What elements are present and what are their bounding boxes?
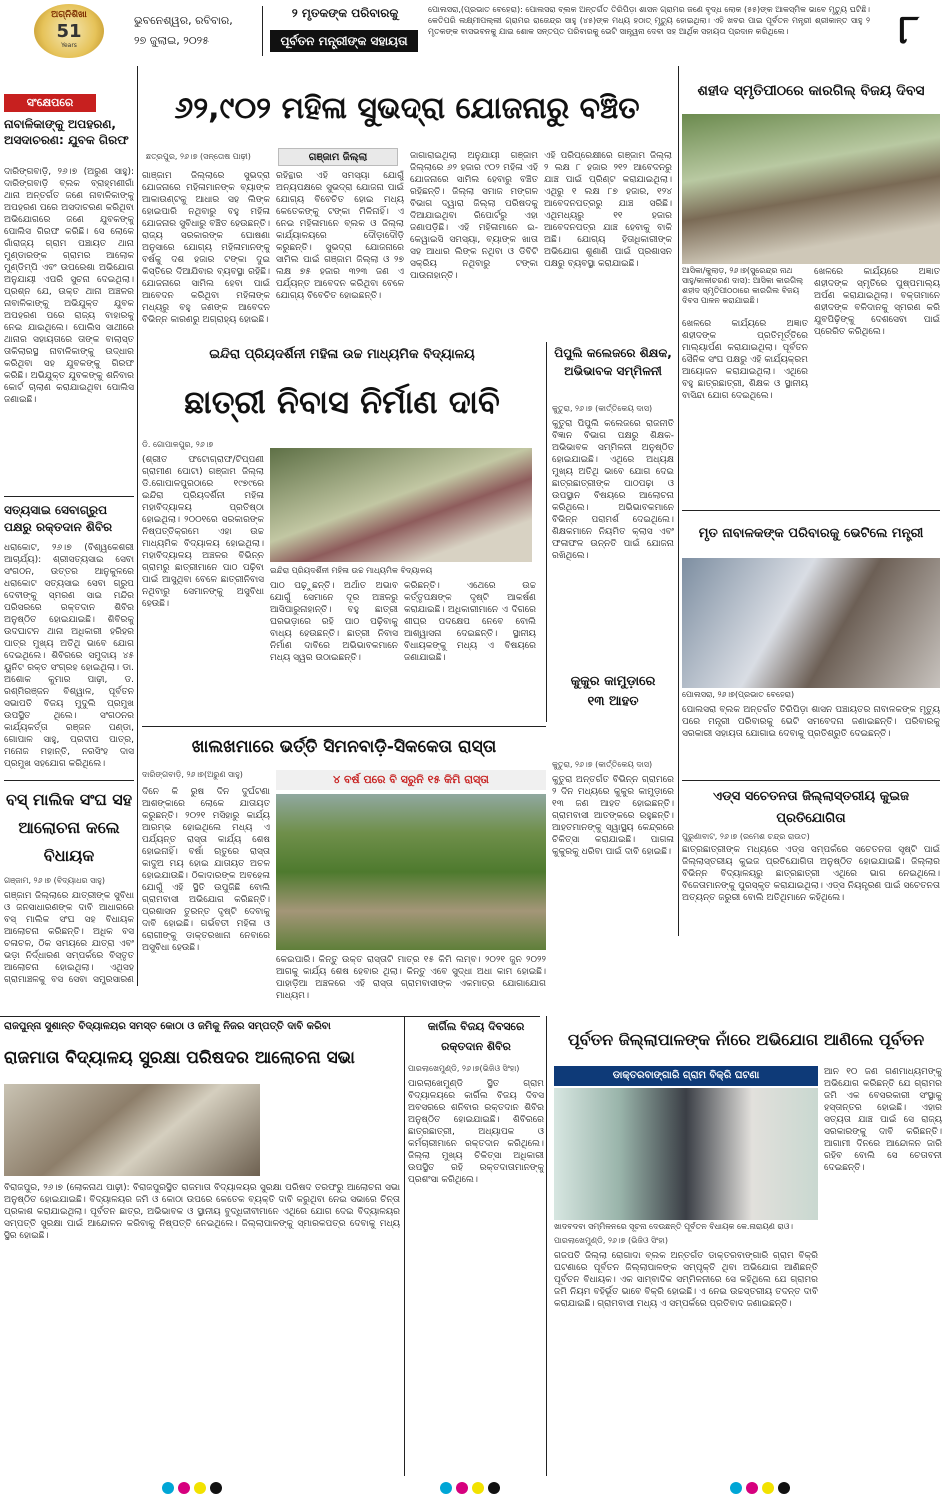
masthead [0, 0, 945, 62]
logo-years: 51 [56, 21, 82, 42]
reg-mark-yellow-3 [762, 1482, 774, 1494]
collector-body: ଗଜପତି ଜିଲ୍ଲା ରୋଗାଦା ବ୍ଲକ ଅନ୍ତର୍ଗତ ଡାକ୍ତରବାଙ୍ଗାରି ଗ୍ରାମ ବିକ୍ରି ଘଟଣାରେ ପୂର୍ବତନ ଜିଲ୍ଲାପାଳଙ୍କ ସମ୍ପୃକ୍ତି ଥିବା ଅଭିଯୋଗ ଆଣିଛନ୍ତି ପୂର୍ବତନ ବିଧାୟକ। ଏକ ସାମ୍ବାଦିକ ସମ୍ମିଳନୀରେ ସେ କହିଥିଲେ ଯେ ଗ୍ରାମର ଜମି ନିୟମ ବହିର୍ଭୂତ ଭାବେ ବିକ୍ରି ହୋଇଛି। ଏ ନେଇ ଉଚ୍ଚସ୍ତରୀୟ ତଦନ୍ତ ଦାବି କରାଯାଇଛି। ଗ୍ରାମବାସୀ ମଧ୍ୟ ଏ ସମ୍ପର୍କରେ ପ୍ରତିବାଦ ଜଣାଇଛନ୍ତି। [554, 1251, 818, 1309]
rajamata-photo [4, 1084, 260, 1176]
collector-headline: ପୂର୍ବତନ ଜିଲ୍ଲାପାଳଙ୍କ ନାଁରେ ଅଭିଯୋଗ ଆଣିଲେ ପୂର୍ବତନ [567, 1030, 925, 1049]
rajamata-body: ବିରାଜପୁର, ୨୬।୭ (ଲୋକନାଥ ପାଢ଼ୀ): ବିରାଜପୁରସ୍ଥିତ ରାଜମାତା ବିଦ୍ୟାଳୟର ସୁରକ୍ଷା ପରିଷଦ ତରଫରୁ ଆଲୋଚନା ସଭା ଅନୁଷ୍ଠିତ ହୋଇଯାଇଛି। ବିଦ୍ୟାଳୟର ଜମି ଓ କୋଠା ଉପରେ କେତେକ ବ୍ୟକ୍ତି ଦାବି କରୁଥିବା ନେଇ ସଭାରେ ଚିନ୍ତା ପ୍ରକାଶ କରାଯାଇଥିଲା। ପୂର୍ବତନ ଛାତ୍ର, ଅଭିଭାବକ ଓ ସ୍ଥାନୀୟ ବୁଦ୍ଧିଜୀବୀମାନେ ଏଥିରେ ଯୋଗ ଦେଇ ବିଦ୍ୟାଳୟର ସମ୍ପତ୍ତି ସୁରକ୍ଷା ପାଇଁ ଆନ୍ଦୋଳନ କରିବାକୁ ନିଷ୍ପତ୍ତି ନେଇଥିଲେ। ଜିଲ୍ଲାପାଳଙ୍କୁ ସ୍ମାରକପତ୍ର ଦେବାକୁ ମଧ୍ୟ ସ୍ଥିର ହୋଇଛି। [4, 1183, 400, 1241]
mruta-headline: ମୃତ ନାବାଳକଙ୍କ ପରିବାରକୁ ଭେଟିଲେ ମନ୍ତ୍ରୀ [698, 526, 924, 541]
road-left-body: ଦିନେ କି ରୁଷ ଦିନ ଦୁର୍ଘଟଣା ଆଶଙ୍କାରେ ଲୋକେ ଯାତାୟତ କରୁଛନ୍ତି। ୨୦୨୧ ମସିହାରୁ କାର୍ଯ୍ୟ ଆରମ୍ଭ ହୋଇଥିଲେ ମଧ୍ୟ ଏ ପର୍ଯ୍ୟନ୍ତ ରାସ୍ତା କାର୍ଯ୍ୟ ଶେଷ ହୋଇନାହିଁ। ବର୍ଷା ଋତୁରେ ରାସ୍ତା କାଦୁଅ ମୟ ହୋଇ ଯାତାୟତ ଅଚଳ ହୋଇଯାଉଛି। ଠିକାଦାରଙ୍କ ଅବହେଳା ଯୋଗୁଁ ଏହି ସ୍ଥିତି ଉପୁଜିଛି ବୋଲି ଗ୍ରାମବାସୀ ଅଭିଯୋଗ କରିଛନ୍ତି। ପ୍ରଶାସନ ତୁରନ୍ତ ଦୃଷ୍ଟି ଦେବାକୁ ଦାବି ହୋଇଛି। ଗର୍ଭବତୀ ମହିଳା ଓ ରୋଗୀଙ୍କୁ ଡାକ୍ତରଖାନା ନେବାରେ ଅସୁବିଧା ହେଉଛି। [142, 787, 270, 953]
teaser-headline-2: ପୂର୍ବତନ ମନ୍ତ୍ରୀଙ୍କ ସହାୟତା [270, 30, 418, 52]
reg-mark-magenta-2 [456, 1482, 468, 1494]
brief2-body: ଧରାକୋଟ, ୨୬।୭ (ବିଶ୍ୱକେଶରୀ ଆଚାର୍ଯ୍ୟ): ଶ୍ରୀସତ୍ୟସାଇ ସେବା ସଂଗଠନ, ଉତ୍ତର ଆନୁକୁଳରେ ଧରାକୋଟ ସତ୍ୟସାଇ ସେବା ଗ୍ରୁପ ଦେବୀଙ୍କୁ ସ୍ମରଣ ସାଇ ମନ୍ଦିର ପରିସରରେ ରକ୍ତଦାନ ଶିବିର ଅନୁଷ୍ଠିତ ହୋଇଯାଇଛି। ଶିବିରକୁ ଉଦଘାଟନ ଥାନା ଅଧିକାରୀ ହରିହର ପାତ୍ର ମୁଖ୍ୟ ଅତିଥି ଭାବେ ଯୋଗ ଦେଇଥିଲେ। ଶିବିରରେ ସମୁଦାୟ ୪୫ ୟୁନିଟ ରକ୍ତ ସଂଗ୍ରହ ହୋଇଥିଲା। ଡା. ଅଶୋକ କୁମାର ପାଢ଼ୀ, ଡ. ରଶ୍ମିରଞ୍ଜନ ବିଶ୍ୱାଳ, ପୂର୍ବତନ ସଭାପତି ବିଜୟ ମୁଦୁଲି ପ୍ରମୁଖ ଉପସ୍ଥିତ ଥିଲେ। ସଂଗଠନର କାର୍ଯ୍ୟକର୍ତ୍ତା ରଞ୍ଜନ ପଣ୍ଡା, ଗୋପାଳ ସାହୁ, ପ୍ରଦୀପ ପାତ୍ର, ମନୋଜ ମହାନ୍ତି, ନରସିଂହ ଦାସ ପ୍ରମୁଖ ସହଯୋଗ କରିଥିଲେ। [4, 543, 134, 769]
lead-col3: ଜାଗାରାଇଥିଲା ଅନୁଯାୟୀ ଗଞ୍ଜାମ ଜିଲ୍ଲାରେ ୬୨ ହଜାର ୯୦୨ ମହିଳା ଏହି ଯୋଜନାରେ ସାମିଲ ହେବାରୁ ବଞ୍ଚିତ ରହିଛନ୍ତି। ଜିଲ୍ଲା ସମାଜ ମଙ୍ଗଳ ବିଭାଗ ଦ୍ୱାରା ଜିଲ୍ଲା ପରିଷଦକୁ ଦିଆଯାଇଥିବା ରିପୋର୍ଟରୁ ଏହା ଜଣାପଡ଼ିଛି। ଏହି ମହିଳାମାନେ ଇ-କେୱାଇସି ସମସ୍ୟା, ବ୍ୟାଙ୍କ ଖାତା ସହ ଆଧାର ଲିଙ୍କ ନଥିବା ଓ ଡିବିଟି ସକ୍ରିୟ ନଥିବାରୁ ଟଙ୍କା ପାଉନାହାନ୍ତି। [410, 151, 538, 281]
collector-right-body: ଆନ ୧୦ ଜଣ ଗଣମାଧ୍ୟମଙ୍କୁ ଅଭିଯୋଗ କରିଛନ୍ତି ଯେ ଗ୍ରାମର ଜମି ଏକ ବେସରକାରୀ ସଂସ୍ଥାକୁ ହସ୍ତାନ୍ତର ହୋଇଛି। ଏହାର ସତ୍ୟତା ଯାଞ୍ଚ ପାଇଁ ସେ ରାଜ୍ୟ ସରକାରଙ୍କୁ ଦାବି କରିଛନ୍ତି। ଆଗାମୀ ଦିନରେ ଆନ୍ଦୋଳନ ଜାରି ରହିବ ବୋଲି ସେ ଚେତାବନୀ ଦେଇଛନ୍ତି। [824, 1067, 942, 1173]
rajamata-kicker: ରାଜପୁନ୍ନା ସୁଶାନ୍ତ ବିଦ୍ୟାଳୟର ସମସ୍ତ କୋଠା ଓ ଜମିକୁ ନିଜର ସମ୍ପତ୍ତି ଦାବି କରିବା [4, 1021, 331, 1032]
teaser-headline-1: ୨ ମୃତକଙ୍କ ପରିବାରକୁ [291, 6, 399, 20]
section-label: ସଂକ୍ଷେପରେ [4, 94, 96, 112]
indira-right-body: କରିଛନ୍ତି। ଏଥେରେ ଉଚ୍ଚ କର୍ତ୍ତୃପକ୍ଷଙ୍କ ଦୃଷ୍ଟି ଆକର୍ଷଣ କରାଯାଇଛି। ଅଧିକାରୀମାନେ ଏ ଦିଗରେ ଶୀଘ୍ର ପଦକ୍ଷେପ ନେବେ ବୋଲି ଆଶ୍ୱାସନା ଦେଇଛନ୍ତି। ସ୍ଥାନୀୟ ବିଧାୟକଙ୍କୁ ମଧ୍ୟ ଏ ବିଷୟରେ ଜଣାଯାଇଛି। [404, 581, 536, 663]
aids-headline: ଏଡ୍ସ ସଚେତନତା ଜିଲ୍ଲାସ୍ତରୀୟ କୁଇଜ ପ୍ରତିଯୋଗିତା [712, 789, 910, 826]
reg-mark-cyan-2 [440, 1482, 452, 1494]
lead-headline: ୬୨,୯୦୨ ମହିଳା ସୁଭଦ୍ରା ଯୋଜନାରୁ ବଞ୍ଚିତ [174, 91, 640, 126]
collector-story [550, 1018, 942, 1474]
kukur-story [552, 716, 674, 926]
indira-kicker: ଇନ୍ଦିରା ପ୍ରିୟଦର୍ଶିନୀ ମହିଳା ଉଚ୍ଚ ମାଧ୍ୟମିକ ବିଦ୍ୟାଳୟ [209, 347, 475, 362]
blood-byline: ପାରଲାଖେମୁଣ୍ଡି, ୨୬।୭(ଭିଜିଓ ସିଂହା) [408, 1064, 520, 1073]
brief1-headline: ନାବାଳିକାଙ୍କୁ ଅପହରଣ, ଅସଦାଚରଣ: ଯୁବକ ଗିରଫ [4, 117, 129, 147]
collector-caption: ଖାଦବଦବା ସମ୍ମିଳନରେ ସୂଚନା ଦେଉଛନ୍ତି ପୂର୍ବତନ ବିଧାୟକ କେ.ନାରାୟଣ ରାଓ। [554, 1222, 793, 1231]
reg-mark-yellow [194, 1482, 206, 1494]
lead-story [142, 66, 672, 336]
pipili-body: କୁତୁରା ପିପୁଲି କଲେଜରେ ରାଜନୀତି ବିଜ୍ଞାନ ବିଭାଗ ପକ୍ଷରୁ ଶିକ୍ଷକ-ଅଭିଭାବକ ସମ୍ମିଳନୀ ଅନୁଷ୍ଠିତ ହୋଇଯାଇଛି। ଏଥିରେ ଅଧ୍ୟକ୍ଷ ମୁଖ୍ୟ ଅତିଥି ଭାବେ ଯୋଗ ଦେଇ ଛାତ୍ରଛାତ୍ରୀଙ୍କ ପାଠପଢ଼ା ଓ ଉପସ୍ଥାନ ବିଷୟରେ ଆଲୋଚନା କରିଥିଲେ। ଅଭିଭାବକମାନେ ବିଭିନ୍ନ ପରାମର୍ଶ ଦେଇଥିଲେ। ଶିକ୍ଷକମାନେ ନିୟମିତ କ୍ଲାସ ଏବଂ ଫଳାଫଳ ଉନ୍ନତି ପାଇଁ ଯୋଜନା ରଖିଥିଲେ। [552, 419, 674, 561]
students-photo [270, 448, 532, 562]
road-subhead: ୪ ବର୍ଷ ପରେ ବି ସରୁନି ୧୫ କିମି ରାସ୍ତା [276, 770, 546, 790]
logo-sub: Years [61, 42, 77, 49]
road-photo [276, 794, 546, 950]
kukur-body: କୁତୁରା ଅନ୍ତର୍ଗତ ବିଭିନ୍ନ ଗ୍ରାମରେ ୨ ଦିନ ମଧ୍ୟରେ କୁକୁର କାମୁଡ଼ାରେ ୧୩ ଜଣ ଆହତ ହୋଇଛନ୍ତି। ଗ୍ରାମବାସୀ ଆତଙ୍କରେ ରହୁଛନ୍ତି। ଆହତମାନଙ୍କୁ ସ୍ୱାସ୍ଥ୍ୟ କେନ୍ଦ୍ରରେ ଚିକିତ୍ସା କରାଯାଇଛି। ପାଗଳା କୁକୁରକୁ ଧରିବା ପାଇଁ ଦାବି ହୋଇଛି। [552, 775, 674, 857]
kargil-photo [682, 114, 940, 264]
road-headline: ଖାଲଖମାରେ ଭର୍ତ୍ତି ସିମନବାଡ଼ି-ସିକକେତା ରାସ୍ତା [191, 737, 497, 757]
reg-mark-magenta [178, 1482, 190, 1494]
logo-badge [34, 4, 104, 58]
place-date-line1: ଭୁବନେଶ୍ୱର, ରବିବାର, [134, 14, 233, 27]
place-date-line2: ୨୭ ଜୁଲାଇ, ୨୦୨୫ [134, 34, 210, 47]
brief3-headline: ବସ୍ ମାଲିକ ସଂଘ ସହ ଆଲୋଚନା କଲେ ବିଧାୟକ [5, 790, 133, 865]
mruta-body: ପୋଲସରା ବ୍ଲକ ଅନ୍ତର୍ଗତ ତିରିପିଡ଼ା ଶାସନ ପଞ୍ଚାୟତର ନାବାଳକଙ୍କ ମୃତ୍ୟୁ ପରେ ମନ୍ତ୍ରୀ ପରିବାରକୁ ଭେଟି ସମବେଦନା ଜଣାଇଛନ୍ତି। ପରିବାରକୁ ସରକାରୀ ସହାୟତା ଯୋଗାଇ ଦେବାକୁ ପ୍ରତିଶ୍ରୁତି ଦେଇଛନ୍ତି। [682, 705, 940, 739]
reg-mark-black [210, 1482, 222, 1494]
brief3-byline: ଗଞ୍ଜାମ, ୨୬।୭ (ବିଦ୍ୟାଧର ସାହୁ) [4, 876, 105, 885]
reg-mark-cyan [162, 1482, 174, 1494]
kukur-headline-2: ୧୩ ଆହତ [587, 694, 639, 709]
blood-body: ପାରଲାଖେମୁଣ୍ଡି ସ୍ଥିତ ଗ୍ରାମ ବିଦ୍ୟାଳୟରେ କାର୍ଗିଲ ବିଜୟ ଦିବସ ଅବସରରେ ଶନିବାର ରକ୍ତଦାନ ଶିବିର ଅନୁଷ୍ଠିତ ହୋଇଯାଇଛି। ଶିବିରରେ ଛାତ୍ରଛାତ୍ରୀ, ଅଧ୍ୟାପକ ଓ କର୍ମଚାରୀମାନେ ରକ୍ତଦାନ କରିଥିଲେ। ଜିଲ୍ଲା ମୁଖ୍ୟ ଚିକିତ୍ସା ଅଧିକାରୀ ଉପସ୍ଥିତ ରହି ରକ୍ତଦାତାମାନଙ୍କୁ ପ୍ରଶଂସା କରିଥିଲେ। [408, 1079, 544, 1185]
kargil-body-right: ଖେଳରେ କାର୍ଯ୍ୟରେ ଅଜ୍ଞାତ ଶହୀଦଙ୍କ ସ୍ମୃତିରେ ପୁଷ୍ପମାଲ୍ୟ ଅର୍ପଣ କରାଯାଇଥିଲା। ବକ୍ତାମାନେ ଶହୀଦଙ୍କ ବଳିଦାନକୁ ସ୍ମରଣ କରି ଯୁବପିଢ଼ିଙ୍କୁ ଦେଶସେବା ପାଇଁ ପ୍ରେରିତ କରିଥିଲେ। [814, 267, 940, 337]
mruta-caption: ପୋଲସରା, ୨୬।୭(ପ୍ରଭାତ ବେହେରା) [682, 690, 795, 699]
lead-col4: ଏହି ପରିପ୍ରେକ୍ଷୀରେ ଗଞ୍ଜାମ ଜିଲ୍ଲା ୨ ଲକ୍ଷ ୮ ହଜାର ୨୧୨ ଆବେଦନରୁ ଯାଞ୍ଚ ପାଇଁ ପ୍ରିଣ୍ଟ କରାଯାଇଥିଲା। ଏଥିରୁ ୧ ଲକ୍ଷ ୮୭ ହଜାର, ୧୨୪ ଆବେଦନପତ୍ରରୁ ଯାଞ୍ଚ ସରିଛି। ଏଥିମଧ୍ୟରୁ ୧୧ ହଜାର ଆବେଦନପତ୍ର ଯାଞ୍ଚ ହେବାକୁ ବାକି ଅଛି। ଯୋଗ୍ୟ ହିତାଧିକାରୀଙ୍କ ଅଭିଯୋଗ ଶୁଣାଣି ପାଇଁ ପ୍ରଶାସନ ପକ୍ଷରୁ ବ୍ୟବସ୍ଥା କରାଯାଇଛି। [544, 151, 672, 269]
brief1-body: ଦାରିଙ୍ଗବାଡ଼ି, ୨୬।୭ (ଅରୁଣ ସାହୁ): ଦାରିଙ୍ଗବାଡ଼ି ବ୍ଲକ ବ୍ରାହ୍ମଣୀଗାଁ ଥାନା ଅନ୍ତର୍ଗତ ଜଣେ ନାବାଳିକାଙ୍କୁ ଅପହରଣ ପରେ ଅସଦାଚରଣ କରିଥିବା ଅଭିଯୋଗରେ ଜଣେ ଯୁବକଙ୍କୁ ପୋଲିସ ଗିରଫ କରିଛି। ସେ ଲୋକେ ଗାଁରାଜ୍ୟ ଗ୍ରାମ ପଞ୍ଚାୟତ ଥାନା ମୁଣ୍ଡାରଙ୍କ ଗ୍ରାମର ଆଲୋକ ମୁଣ୍ଡିମ୍ପି ଏବଂ ଉପରେଶା ଅଭିଯୋଗ ଅନୁଯାୟୀ ଏପରି ସୁଚନା ଦେଇଥିଲା। ପ୍ରଶ୍ନ ଯେ, ଉକ୍ତ ଥାନା ଅଞ୍ଚଳର ନାବାଳିକାଙ୍କୁ ଅଭିଯୁକ୍ତ ଯୁବକ ଅପହରଣ ପରେ ରାଜ୍ୟ ବାହାରକୁ ନେଇ ଯାଇଥିଲେ। ପୋଲିସ ସାଥୀରେ ଥାନାର ସହାୟତାରେ ତାଙ୍କ ବାଲାସ୍ତ ତାକିଲାରସ୍ଥ ନାବାଳିକାଙ୍କୁ ଉଦ୍ଧାର କରିଥିବା ସହ ଯୁବକଙ୍କୁ ଗିରଫ କରିଛି। ଅଭିଯୁକ୍ତ ଯୁବକଙ୍କୁ ଶନିବାର କୋର୍ଟ ଚାଲାଣ କରାଯାଇଥିବା ପୋଲିସ ଜଣାଇଛି। [4, 167, 134, 405]
indira-story [142, 342, 542, 724]
indira-left-body: (ଶ୍ରୀତ ଫଟୋଗ୍ରାଫ/ଟିପ୍ପଣୀ ଗ୍ରାମୀଣ ପୋଟା) ଗଞ୍ଜାମ ଜିଲ୍ଲା ଡି.ଗୋପାଳପୁରଠାରେ ୧୯୭୯ରେ ଇନ୍ଦିରା ପ୍ରିୟଦର୍ଶିନୀ ମହିଳା ମହାବିଦ୍ୟାଳୟ ପ୍ରତିଷ୍ଠା ହୋଇଥିଲା। ୨୦୦୧ରେ ସରକାରଙ୍କ ନିଷ୍ପତ୍ତିକ୍ରମେ ଏହା ଉଚ୍ଚ ମାଧ୍ୟମିକ ବିଦ୍ୟାଳୟ ହୋଇଥିଲା। ମହାବିଦ୍ୟାଳୟ ଅଞ୍ଚଳର ବିଭିନ୍ନ ଗ୍ରାମରୁ ଛାତ୍ରୀମାନେ ପାଠ ପଢ଼ିବା ପାଇଁ ଆସୁଥିବା ବେଳେ ଛାତ୍ରୀନିବାସ ନଥିବାରୁ ସେମାନଙ୍କୁ ଅସୁବିଧା ହେଉଛି। [142, 455, 264, 609]
kargil-story [682, 66, 940, 506]
pipili-story [552, 344, 674, 714]
pipili-headline: ପିପୁଲି କଲେଜରେ ଶିକ୍ଷକ, ଅଭିଭାବକ ସମ୍ମିଳନୀ [554, 346, 672, 378]
indira-mid-body: ପାଠ ପଢ଼ୁଛନ୍ତି। ଅର୍ଥାତ ଅଭାବ ଯୋଗୁଁ ସେମାନେ ଦୂର ଅଞ୍ଚଳରୁ ଆସିପାରୁନାହାନ୍ତି। ବହୁ ଛାତ୍ରୀ ଘରଭଡ଼ାରେ ରହି ପାଠ ପଢ଼ିବାକୁ ବାଧ୍ୟ ହେଉଛନ୍ତି। ଛାତ୍ରୀ ନିବାସ ନିର୍ମାଣ ଦାବିରେ ଅଭିଭାବକମାନେ ମଧ୍ୟ ସ୍ୱର ଉଠାଇଛନ୍ତି। [270, 581, 398, 663]
teaser-body: ପୋଲସରା,(ପ୍ରଭାତ ବେହେରା): ପୋଲସରା ବ୍ଲକ ଅନ୍ତର୍ଗତ ତିରିପିଡ଼ା ଶାସନ ଗ୍ରାମର ଜଣେ ବୃଦ୍ଧ ଲୋକ (୫୫)ଙ୍କ ଆକସ୍ମିକ ଭାବେ ମୃତ୍ୟୁ ଘଟିଛି। କେତିପରି ଲକ୍ଷ୍ମୀପଲ୍ଲୀ ଗ୍ରାମର ରାଜେନ୍ଦ୍ର ସାହୁ (୪୫)ଙ୍କ ମଧ୍ୟ ହଠାତ୍ ମୃତ୍ୟୁ ହୋଇଥିଲା। ଏହି ଖବର ପାଇ ପୂର୍ବତନ ମନ୍ତ୍ରୀ ଶ୍ରୀକାନ୍ତ ସାହୁ ୨ ମୃତକଙ୍କ ବାସଭବନକୁ ଯାଇ ଶୋକ ସନ୍ତପ୍ତ ପରିବାରକୁ ଭେଟି ସାନ୍ତ୍ୱନା ଦେବା ସହ ଆର୍ଥିକ ସହାୟତା ପ୍ରଦାନ କରିଥିଲେ। [428, 5, 870, 36]
collector-label: ଡାକ୍ତରବାଙ୍ଗାରି ଗ୍ରାମ ବିକ୍ରି ଘଟଣା [554, 1066, 818, 1086]
pipili-byline: କୁତୁରା, ୨୬।୭ (କାର୍ତ୍ତିକେୟ ଦାସ) [552, 404, 653, 413]
reg-mark-magenta-3 [746, 1482, 758, 1494]
reg-mark-black-2 [488, 1482, 500, 1494]
lead-byline: ଛତ୍ରପୁର, ୨୬।୭ (ସନ୍ତୋଷ ପାଢ଼ୀ) [146, 152, 251, 161]
indira-caption: ଇନ୍ଦିରା ପ୍ରିୟଦର୍ଶିନୀ ମହିଳା ଉଚ୍ଚ ମାଧ୍ୟମିକ ବିଦ୍ୟାଳୟ [270, 566, 433, 575]
indira-byline: ଡି. ଗୋପାଳପୁର, ୨୬।୭ [142, 440, 214, 449]
kukur-byline: କୁତୁରା, ୨୬।୭ (କାର୍ତ୍ତିକେୟ ଦାସ) [552, 760, 653, 769]
page-number: ୮ [898, 7, 920, 53]
kukur-headline-1: କୁକୁର କାମୁଡ଼ାରେ [570, 674, 656, 689]
road-story [142, 728, 546, 1014]
blood-headline-2: ରକ୍ତଦାନ ଶିବିର [441, 1040, 511, 1053]
indira-headline: ଛାତ୍ରୀ ନିବାସ ନିର୍ମାଣ ଦାବି [184, 383, 500, 421]
rajamata-headline: ରାଜମାତା ବିଦ୍ୟାଳୟ ସୁରକ୍ଷା ପରିଷଦର ଆଲୋଚନା ସଭା [4, 1048, 355, 1068]
aids-byline: ପୁରୁଣାବାଟ, ୨୬।୭ (ରମେଶ ଚନ୍ଦ୍ର ରାଉତ) [682, 832, 810, 841]
footer-bar [0, 1478, 945, 1498]
aids-body: ଛାତ୍ରଛାତ୍ରୀଙ୍କ ମଧ୍ୟରେ ଏଡ୍ସ ସମ୍ପର୍କରେ ସଚେତନତା ସୃଷ୍ଟି ପାଇଁ ଜିଲ୍ଲାସ୍ତରୀୟ କୁଇଜ ପ୍ରତିଯୋଗିତା ଅନୁଷ୍ଠିତ ହୋଇଯାଇଛି। ଜିଲ୍ଲାର ବିଭିନ୍ନ ବିଦ୍ୟାଳୟରୁ ଛାତ୍ରଛାତ୍ରୀ ଏଥିରେ ଭାଗ ନେଇଥିଲେ। ବିଜେତାମାନଙ୍କୁ ପୁରସ୍କୃତ କରାଯାଇଥିଲା। ଏଡ୍ସ ନିୟନ୍ତ୍ରଣ ପାଇଁ ସଚେତନତା ଅତ୍ୟନ୍ତ ଜରୁରୀ ବୋଲି ଅତିଥିମାନେ କହିଥିଲେ। [682, 845, 940, 903]
reg-mark-cyan-3 [730, 1482, 742, 1494]
kargil-caption: ଆସିକା/କୁଲାଡ଼, ୨୬।୭(ସୁରେନ୍ଦ୍ର ନାଥ ସାହୁ/କାଳୀଚରଣ ଦାସ): ଆସିକା କାରଗିଲ୍ ଶହୀଦ ସ୍ମୃତିପୀଠଠାରେ କାରଗିଲ ବିଜୟ ଦିବସ ପାଳନ କରାଯାଇଛି। [682, 266, 804, 305]
kargil-body-left: ଖେଳରେ କାର୍ଯ୍ୟରେ ଅଜ୍ଞାତ ଶହୀଦଙ୍କ ପ୍ରତିମୂର୍ତ୍ତିରେ ମାଲ୍ୟାର୍ପଣ କରାଯାଇଥିଲା। ପୂର୍ବତନ ସୈନିକ ସଂଘ ପକ୍ଷରୁ ଏହି କାର୍ଯ୍ୟକ୍ରମ ଆୟୋଜନ କରାଯାଇଥିଲା। ଏଥିରେ ବହୁ ଛାତ୍ରଛାତ୍ରୀ, ଶିକ୍ଷକ ଓ ସ୍ଥାନୀୟ ବାସିନ୍ଦା ଯୋଗ ଦେଇଥିଲେ। [682, 319, 808, 401]
brief3-body: ଗଞ୍ଜାମ ଜିଲ୍ଲାରେ ଯାତ୍ରୀଙ୍କ ସୁବିଧା ଓ ଜନସାଧାରଣଙ୍କ ଦାବି ଆଧାରରେ ବସ୍ ମାଲିକ ସଂଘ ସହ ବିଧାୟକ ଆଲୋଚନା କରିଛନ୍ତି। ଅଧିକ ବସ ଚଳାଚଳ, ଠିକ ସମୟରେ ଯାତ୍ରା ଏବଂ ଭଡ଼ା ନିର୍ଦ୍ଧାରଣ ସମ୍ପର୍କରେ ବିସ୍ତୃତ ଆଲୋଚନା ହୋଇଥିଲା। ଏଥିସହ ଗ୍ରାମାଞ୍ଚଳକୁ ବସ ସେବା ସମ୍ପ୍ରସାରଣ [4, 891, 134, 985]
aids-story [682, 782, 940, 932]
rajamata-story [4, 1018, 400, 1474]
blood-headline-1: କାର୍ଗିଲ ବିଜୟ ଦିବସରେ [427, 1020, 525, 1033]
district-label: ଗଞ୍ଜାମ ଜିଲ୍ଲା [278, 148, 398, 166]
collector-byline: ପାରଲାଖେମୁଣ୍ଡି, ୨୬।୭ (ଭିଜିଓ ସିଂହା) [554, 1236, 668, 1245]
logo-word: ଅଗ୍ନିଶିଖା [51, 10, 87, 20]
mruta-story [682, 510, 940, 780]
reg-mark-black-3 [778, 1482, 790, 1494]
blood-camp-story [408, 1018, 544, 1474]
brief2-headline: ସତ୍ୟସାଇ ସେବାଗ୍ରୁପ ପକ୍ଷରୁ ରକ୍ତଦାନ ଶିବିର [4, 503, 113, 534]
road-right-body: କେଇପାରି। କିନ୍ତୁ ଉକ୍ତ ରାସ୍ତାଟି ମାତ୍ର ୧୫ କିମି ଲମ୍ବ। ୨୦୨୧ ଜୁନ ୨୦୨୨ ଆଗକୁ କାର୍ଯ୍ୟ ଶେଷ ହେବାର ଥିଲା। କିନ୍ତୁ ଏବେ ସୁଦ୍ଧା ଅଧା କାମ ହୋଇଛି। ପାହାଡ଼ିଆ ଅଞ୍ଚଳରେ ଏହି ରାସ୍ତା ଗ୍ରାମବାସୀଙ୍କ ଏକମାତ୍ର ଯୋଗାଯୋଗ ମାଧ୍ୟମ। [276, 955, 546, 1001]
lead-col1: ଗାଞ୍ଜାମ ଜିଲ୍ଲାରେ ସୁଭଦ୍ରା ଯୋଜନାରେ ମହିଳାମାନଙ୍କ ବ୍ୟାଙ୍କ ଆକାଉଣ୍ଟକୁ ଆଧାର ସହ ଲିଙ୍କ ହୋଇପାରି ନଥିବାରୁ ବହୁ ମହିଳା ଯୋଜନାର ସୁବିଧାରୁ ବଞ୍ଚିତ ହେଉଛନ୍ତି। ରାଜ୍ୟ ସରକାରଙ୍କ ଘୋଷଣା ଅନୁସାରେ ଯୋଗ୍ୟ ମହିଳାମାନଙ୍କୁ ବର୍ଷକୁ ଦଶ ହଜାର ଟଙ୍କା ଦୁଇ କିସ୍ତିରେ ଦିଆଯିବାର ବ୍ୟବସ୍ଥା ରହିଛି। ଯୋଜନାରେ ସାମିଲ ହେବା ପାଇଁ ଆବେଦନ କରିଥିବା ମହିଳାଙ୍କ ମଧ୍ୟରୁ ବହୁ ଜଣଙ୍କ ଆବେଦନ ବିଭିନ୍ନ କାରଣରୁ ଅଗ୍ରାହ୍ୟ ହୋଇଛି। [142, 171, 270, 325]
road-byline: ଦାରିଙ୍ଗବାଡ଼ି, ୨୬।୭(ଅରୁଣ ସାହୁ) [142, 770, 243, 779]
press-meet-photo [554, 1088, 818, 1220]
mruta-photo [682, 558, 940, 688]
lead-col2: ରହିନ୍ଥାର ଏହି ସମସ୍ୟା ଯୋଗୁଁ ଅନ୍ୟପକ୍ଷରେ ସୁଭଦ୍ରା ଯୋଜନା ପାଇଁ ଯୋଗ୍ୟ ବିବେଚିତ ହୋଇ ମଧ୍ୟ କେତେକଙ୍କୁ ଟଙ୍କା ମିଳିନାହିଁ। ଏ ନେଇ ମହିଳାମାନେ ବ୍ଲକ ଓ ଜିଲ୍ଲା କାର୍ଯ୍ୟାଳୟରେ ଦୌଡ଼ାଦୌଡ଼ି କରୁଛନ୍ତି। ସୁଭଦ୍ରା ଯୋଜନାରେ ସାମିଲ ପାଇଁ ଗଞ୍ଜାମ ଜିଲ୍ଲା ଓ ୨୭ ଲକ୍ଷ ୭୫ ହଜାର ୩୨୩ ଜଣ ଏ ପର୍ଯ୍ୟନ୍ତ ଆବେଦନ କରିଥିବା ବେଳେ ଯୋଗ୍ୟ ବିବେଚିତ ହୋଇଛନ୍ତି। [276, 171, 404, 301]
sidebar-briefs [4, 66, 134, 986]
reg-mark-yellow-2 [472, 1482, 484, 1494]
kargil-headline: ଶହୀଦ ସ୍ମୃତିପୀଠରେ କାରଗିଲ୍ ବିଜୟ ଦିବସ [697, 83, 925, 99]
